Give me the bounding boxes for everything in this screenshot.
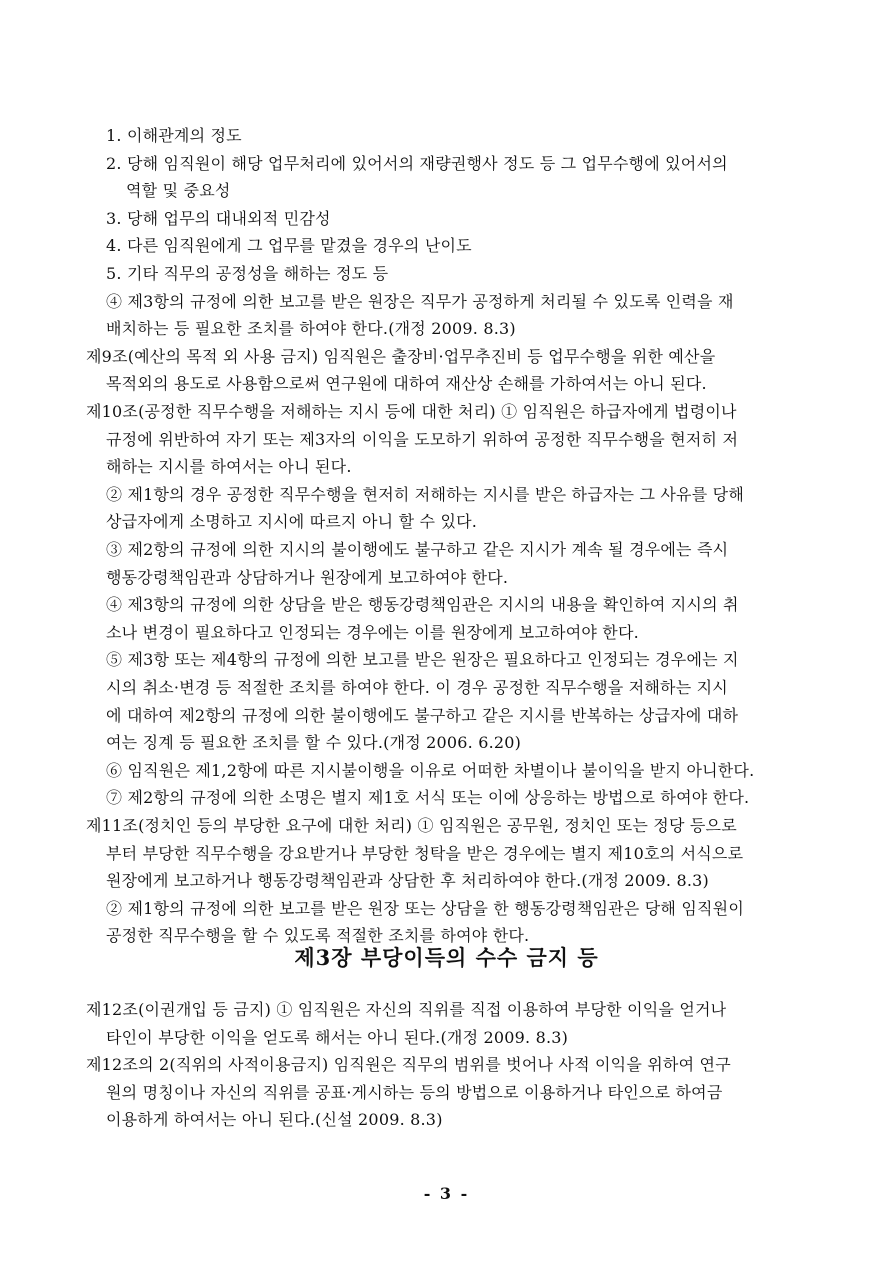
text-line: 이용하게 하여서는 아니 된다.(신설 2009. 8.3) [106,1110,443,1130]
text-line: 3. 당해 업무의 대내외적 민감성 [106,208,331,228]
text-line: ② 제1항의 경우 공정한 직무수행을 현저히 저해하는 지시를 받은 하급자는 그 사유를 당해 [106,484,744,504]
text-line: ④ 제3항의 규정에 의한 보고를 받은 원장은 직무가 공정하게 처리될 수 있도록 인력을 재 [106,291,734,311]
text-line: 공정한 직무수행을 할 수 있도록 적절한 조치를 하여야 한다. [106,926,530,946]
article-heading-line: 제11조(정치인 등의 부당한 요구에 대한 처리) ① 임직원은 공무원, 정치인 또는 정당 등으로 [86,816,737,835]
text-line: 해하는 지시를 하여서는 아니 된다. [106,457,352,477]
text-line: 규정에 위반하여 자기 또는 제3자의 이익을 도모하기 위하여 공정한 직무수행을 현저히 저 [106,429,739,449]
text-line: 원의 명칭이나 자신의 직위를 공표·게시하는 등의 방법으로 이용하거나 타인으로 하여금 [106,1082,723,1102]
text-line: 5. 기타 직무의 공정성을 해하는 정도 등 [106,264,389,283]
text-line: 목적외의 용도로 사용함으로써 연구원에 대하여 재산상 손해를 가하여서는 아니 된다. [106,374,707,394]
text-line: 행동강령책임관과 상담하거나 원장에게 보고하여야 한다. [106,567,509,587]
text-line: 에 대하여 제2항의 규정에 의한 불이행에도 불구하고 같은 지시를 반복하는 상급자에 대하 [106,705,739,725]
text-line: 4. 다른 임직원에게 그 업무를 맡겼을 경우의 난이도 [106,236,472,256]
chapter-title: 제3장 부당이득의 수수 금지 등 [294,945,599,970]
text-line: 1. 이해관계의 정도 [106,126,242,145]
text-line: ⑦ 제2항의 규정에 의한 소명은 별지 제1호 서식 또는 이에 상응하는 방법으로 하여야 한다. [106,788,750,808]
article-heading-line: 제10조(공정한 직무수행을 저해하는 지시 등에 대한 처리) ① 임직원은 하급자에게 법령이나 [86,402,737,421]
text-line: 소나 변경이 필요하다고 인정되는 경우에는 이를 원장에게 보고하여야 한다. [106,622,639,642]
text-line: ④ 제3항의 규정에 의한 상담을 받은 행동강령책임관은 지시의 내용을 확인하여 지시의 취 [106,595,739,615]
article-heading-line: 제9조(예산의 목적 외 사용 금지) 임직원은 출장비·업무추진비 등 업무수행을 위한 예산을 [86,346,716,366]
text-line: ③ 제2항의 규정에 의한 지시의 불이행에도 불구하고 같은 지시가 계속 될 경우에는 즉시 [106,540,729,559]
text-line: 배치하는 등 필요한 조치를 하여야 한다.(개정 2009. 8.3) [106,319,516,339]
text-line: 여는 징계 등 필요한 조치를 할 수 있다.(개정 2006. 6.20) [106,733,522,753]
text-line: 상급자에게 소명하고 지시에 따르지 아니 할 수 있다. [106,512,478,532]
text-line: 2. 당해 임직원이 해당 업무처리에 있어서의 재량권행사 정도 등 그 업무수행에 있어서의 [106,153,728,173]
text-line: 역할 및 중요성 [126,181,231,201]
text-line: ⑥ 임직원은 제1,2항에 따른 지시불이행을 이유로 어떠한 차별이나 불이익을 받지 아니한다. [106,760,755,780]
article-heading-line: 제12조의 2(직위의 사적이용금지) 임직원은 직무의 범위를 벗어나 사적 이익을 위하여 연구 [86,1055,731,1075]
text-line: ② 제1항의 규정에 의한 보고를 받은 원장 또는 상담을 한 행동강령책임관은 당해 임직원이 [106,898,744,918]
page-number: - 3 - [423,1184,470,1203]
article-heading-line: 제12조(이권개입 등 금지) ① 임직원은 자신의 직위를 직접 이용하여 부당한 이익을 얻거나 [86,1000,727,1019]
text-line: 시의 취소·변경 등 적절한 조치를 하여야 한다. 이 경우 공정한 직무수행을 저해하는 지시 [106,678,728,697]
text-line: ⑤ 제3항 또는 제4항의 규정에 의한 보고를 받은 원장은 필요하다고 인정되는 경우에는 지 [106,650,739,670]
text-line: 타인이 부당한 이익을 얻도록 해서는 아니 된다.(개정 2009. 8.3) [106,1027,569,1047]
text-line: 부터 부당한 직무수행을 강요받거나 부당한 청탁을 받은 경우에는 별지 제10호의 서식으로 [106,843,744,863]
text-line: 원장에게 보고하거나 행동강령책임관과 상담한 후 처리하여야 한다.(개정 2009. 8.3) [106,871,709,891]
